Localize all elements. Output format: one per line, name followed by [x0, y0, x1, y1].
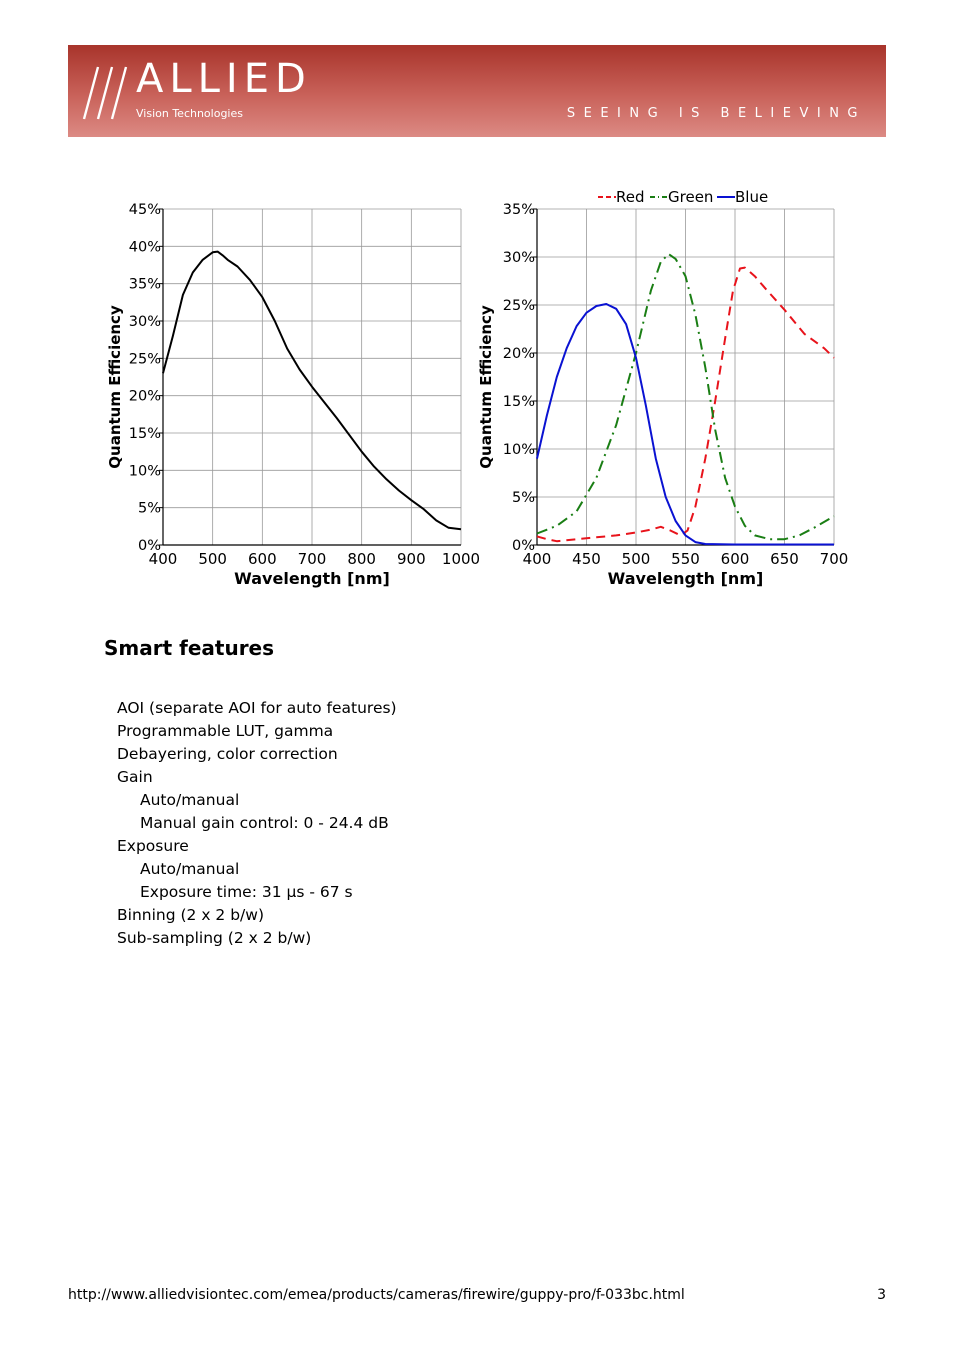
feature-item: Programmable LUT, gamma [117, 722, 334, 740]
brand-subtitle: Vision Technologies [136, 107, 243, 120]
feature-item: Exposure [117, 837, 189, 855]
feature-item: AOI (separate AOI for auto features) [117, 699, 397, 717]
y-tick-label: 5% [137, 500, 161, 517]
x-tick-label: 700 [297, 550, 327, 568]
feature-item: Auto/manual [140, 860, 240, 878]
color-qe-chart [0, 0, 954, 620]
y-tick-label: 0% [511, 538, 535, 554]
feature-item: Auto/manual [140, 791, 240, 809]
feature-item: Sub-sampling (2 x 2 b/w) [117, 929, 312, 947]
x-tick-label: 650 [770, 550, 799, 568]
y-tick-label: 0% [137, 538, 161, 554]
x-tick-label: 500 [198, 550, 227, 568]
legend-label-blue: Blue [735, 188, 769, 206]
y-tick-label: 25% [502, 298, 535, 314]
x-tick-label: 700 [819, 550, 849, 568]
y-tick-label: 20% [502, 346, 535, 362]
y-axis-title: Quantum Efficiency [477, 305, 495, 469]
y-tick-label: 20% [128, 388, 161, 405]
y-tick-label: 45% [128, 202, 161, 218]
x-tick-label: 550 [671, 550, 700, 568]
x-tick-label: 450 [572, 550, 601, 568]
y-tick-label: 15% [502, 394, 535, 410]
y-tick-label: 10% [128, 463, 161, 480]
footer-url: http://www.alliedvisiontec.com/emea/products/cameras/firewire/guppy-pro/f-033bc.html [68, 1287, 685, 1303]
x-tick-label: 900 [397, 550, 426, 568]
y-tick-label: 35% [128, 276, 161, 293]
feature-item: Gain [117, 768, 153, 786]
smart-features-list [117, 697, 397, 950]
y-tick-label: 25% [128, 351, 161, 368]
y-axis-title: Quantum Efficiency [106, 305, 124, 469]
x-axis-title: Wavelength [nm] [607, 569, 764, 588]
legend-label-green: Green [668, 188, 714, 206]
x-axis-title: Wavelength [nm] [234, 569, 390, 588]
y-tick-label: 10% [502, 442, 535, 458]
feature-item: Debayering, color correction [117, 745, 338, 763]
x-tick-label: 400 [148, 550, 178, 568]
x-tick-label: 500 [621, 550, 651, 568]
smart-features-heading: Smart features [104, 636, 275, 660]
feature-item: Binning (2 x 2 b/w) [117, 906, 264, 924]
x-tick-label: 600 [248, 550, 277, 568]
brand-name: ALLIED [136, 56, 312, 102]
feature-item: Manual gain control: 0 - 24.4 dB [140, 814, 389, 832]
y-tick-label: 5% [511, 490, 535, 506]
feature-item: Exposure time: 31 µs - 67 s [140, 883, 353, 901]
page-number: 3 [877, 1287, 886, 1303]
x-tick-label: 400 [522, 550, 552, 568]
y-tick-label: 35% [502, 202, 535, 218]
x-tick-label: 600 [720, 550, 750, 568]
x-tick-label: 1000 [441, 550, 481, 568]
legend-label-red: Red [616, 188, 645, 206]
y-tick-label: 40% [128, 239, 161, 256]
tagline: SEEING IS BELIEVING [566, 106, 866, 121]
x-tick-label: 800 [347, 550, 376, 568]
y-tick-label: 30% [502, 250, 535, 266]
y-tick-label: 15% [128, 426, 161, 442]
y-tick-label: 30% [128, 314, 161, 330]
